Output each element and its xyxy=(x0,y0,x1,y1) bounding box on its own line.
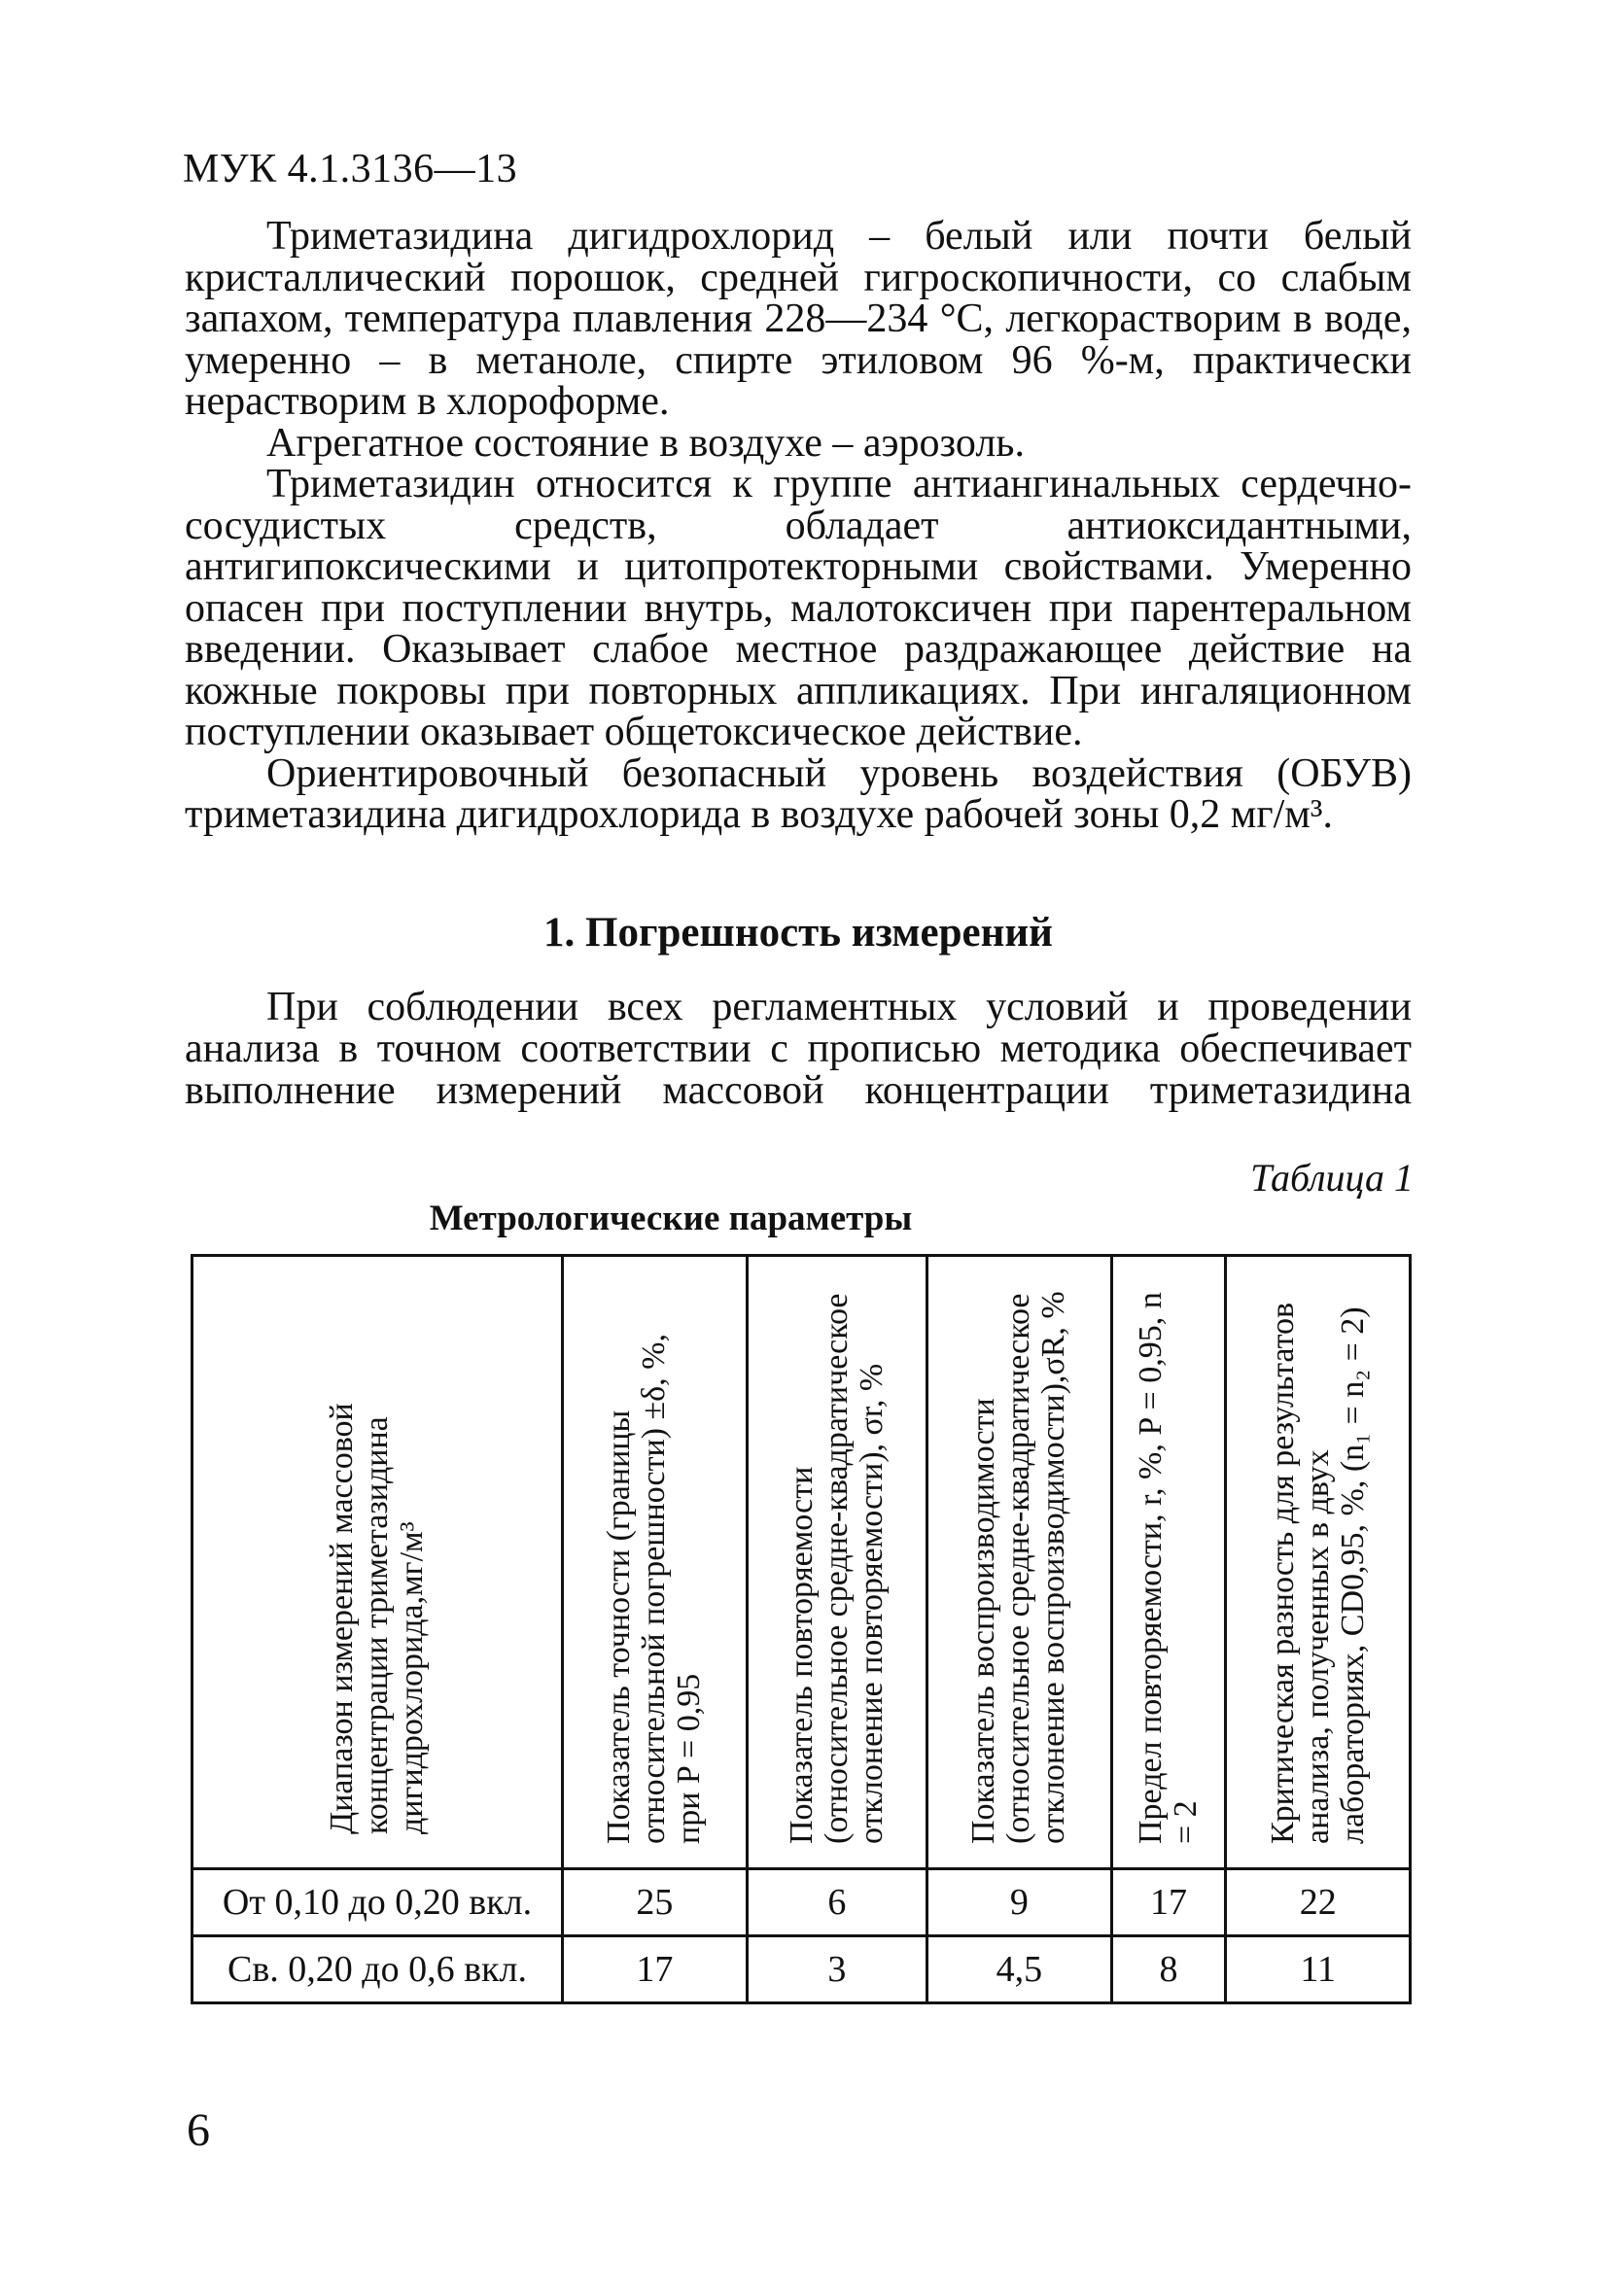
table-cell: 6 xyxy=(747,1869,927,1936)
table-cell: Св. 0,20 до 0,6 вкл. xyxy=(192,1936,563,2003)
header-cell-repeatability-limit xyxy=(1111,1256,1226,1869)
table-row xyxy=(192,1936,1411,2003)
table-cell: 22 xyxy=(1226,1869,1411,1936)
document-header: МУК 4.1.3136—13 xyxy=(183,147,518,191)
header-cell-reproducibility xyxy=(927,1256,1112,1869)
table-cell: 11 xyxy=(1226,1936,1411,2003)
table-title: Метрологические параметры xyxy=(429,1199,913,1238)
header-cell-repeatability xyxy=(747,1256,927,1869)
paragraph-pharmacology: Триметазидин относится к группе антиангинальных сердечно-сосудистых средств, обладает антиоксидантными, антигипоксическими и цитопротекторными свойствами. Умеренно опасен при поступлении внутрь, малотоксичен при парентеральном введении. Оказывает слабое местное раздражающее действие на кожные покровы при повторных аппликациях. При ингаляционном поступлении оказывает общетоксическое действие. xyxy=(185,462,1412,754)
table-header-row xyxy=(192,1256,1411,1869)
table-cell: 3 xyxy=(747,1936,927,2003)
header-text-reproducibility: Показатель воспроизводимости (относительное средне-квадратическое отклонение воспроизводимости),σR, % xyxy=(965,1291,1072,1844)
section-paragraph: При соблюдении всех регламентных условий и проведении анализа в точном соответствии с прописью методика обеспечивает выполнение измерений массовой концентрации триметазидина xyxy=(185,985,1412,1113)
table-label: Таблица 1 xyxy=(1250,1156,1414,1200)
paragraph-obuv: Ориентировочный безопасный уровень воздействия (ОБУВ) триметазидина дигидрохлорида в воздухе рабочей зоны 0,2 мг/м³. xyxy=(185,750,1412,837)
table-cell: 4,5 xyxy=(927,1936,1112,2003)
page-number: 6 xyxy=(187,2105,210,2156)
paragraph-description: Триметазидина дигидрохлорид – белый или почти белый кристаллический порошок, средней гигроскопичности, со слабым запахом, температура плавления 228—234 °С, легкорастворим в воде, умеренно – в метаноле, спирте этиловом 96 %-м, практически нерастворим в хлороформе. xyxy=(185,214,1412,424)
metrology-table xyxy=(191,1254,1412,2004)
header-cell-accuracy xyxy=(563,1256,748,1869)
header-text-repeatability-limit: Предел повторяемости, r, %, P = 0,95, n = 2 xyxy=(1133,1292,1205,1844)
table-cell: 8 xyxy=(1111,1936,1226,2003)
table-row xyxy=(192,1869,1411,1936)
table-cell: 25 xyxy=(563,1869,748,1936)
table-cell: 17 xyxy=(1111,1869,1226,1936)
header-cell-range xyxy=(192,1256,563,1869)
section-title: 1. Погрешность измерений xyxy=(543,910,1053,956)
section-text xyxy=(185,987,1412,1112)
header-text-repeatability: Показатель повторяемости (относительное средне-квадратическое отклонение повторяемости), σr, % xyxy=(783,1293,890,1844)
header-text-range: Диапазон измерений массовой концентрации триметазидина дигидрохлорида,мг/м³ xyxy=(324,1403,431,1834)
body-text xyxy=(185,216,1412,836)
table-cell: От 0,10 до 0,20 вкл. xyxy=(192,1869,563,1936)
table-cell: 9 xyxy=(927,1869,1112,1936)
header-text-accuracy: Показатель точности (границы относительной погрешности) ±δ, %, при P = 0,95 xyxy=(601,1334,708,1844)
header-text-critical-difference: Критическая разность для результатов анализа, полученных в двух лабораториях, CD0,95, %, (n₁ = n₂ = 2) xyxy=(1264,1302,1371,1844)
paragraph-aggregate-state: Агрегатное состояние в воздухе – аэрозоль. xyxy=(266,420,1025,466)
header-cell-critical-difference xyxy=(1226,1256,1411,1869)
table-cell: 17 xyxy=(563,1936,748,2003)
